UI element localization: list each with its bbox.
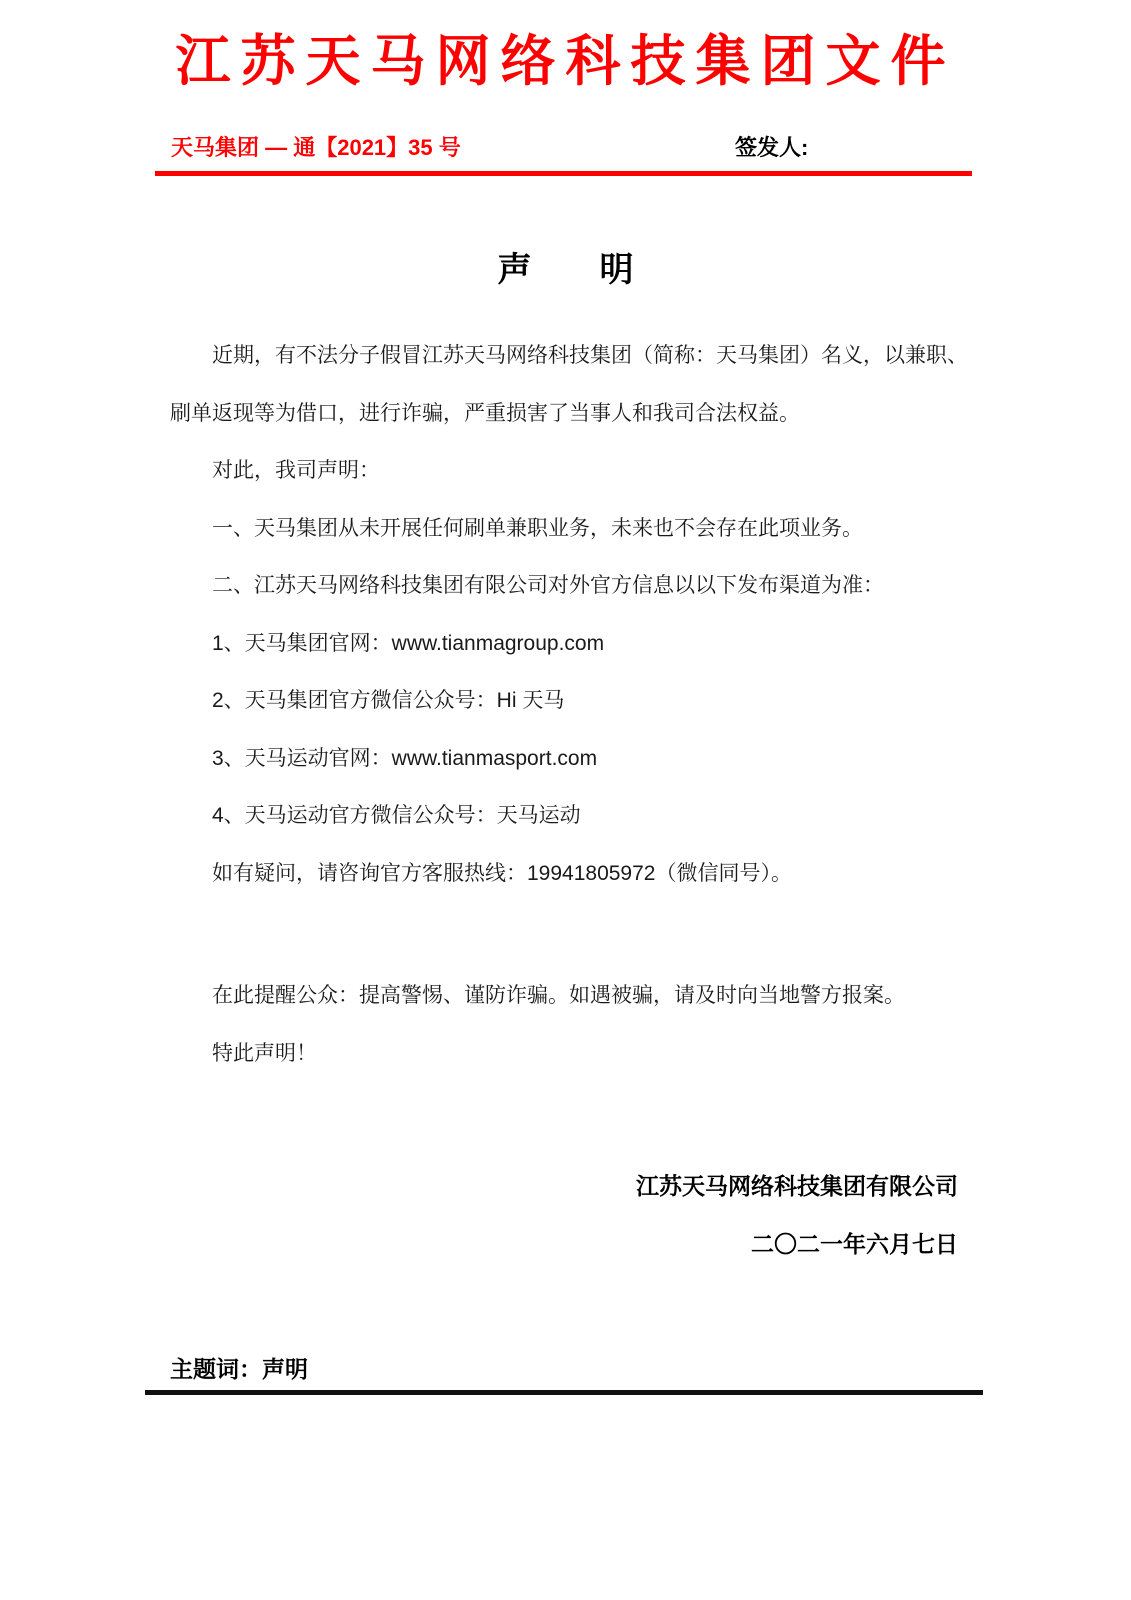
body-paragraph: 在此提醒公众：提高警惕、谨防诈骗。如遇被骗，请及时向当地警方报案。 xyxy=(212,984,905,1007)
signature-date: 二〇二一年六月七日 xyxy=(751,1231,958,1257)
body-paragraph: 1、天马集团官网：www.tianmagroup.com xyxy=(212,631,605,655)
signature-company: 江苏天马网络科技集团有限公司 xyxy=(636,1173,958,1199)
body-paragraph: 一、天马集团从未开展任何刷单兼职业务，未来也不会存在此项业务。 xyxy=(212,516,863,540)
body-paragraph: 特此声明！ xyxy=(212,1041,317,1065)
footer-rule xyxy=(145,1390,983,1395)
doc-ref-number: 天马集团 — 通【2021】35 号 xyxy=(171,135,461,160)
body-paragraph: 3、天马运动官网：www.tianmasport.com xyxy=(212,746,598,770)
body-paragraph: 二、江苏天马网络科技集团有限公司对外官方信息以以下发布渠道为准： xyxy=(212,574,884,597)
header-rule xyxy=(155,171,972,176)
document-title: 声 明 xyxy=(497,251,634,289)
org-title: 江苏天马网络科技集团文件 xyxy=(175,30,956,92)
document-body xyxy=(170,327,970,1082)
body-paragraph: 对此，我司声明： xyxy=(212,459,380,482)
body-paragraph: 2、天马集团官方微信公众号：Hi 天马 xyxy=(212,689,565,712)
body-paragraph: 如有疑问，请咨询官方客服热线：19941805972（微信同号）。 xyxy=(212,861,792,885)
body-paragraph: 4、天马运动官方微信公众号：天马运动 xyxy=(212,804,581,827)
issuer-label: 签发人: xyxy=(735,135,809,160)
subject-line: 主题词：声明 xyxy=(170,1356,308,1382)
signature-block xyxy=(636,1170,958,1260)
body-paragraph: 近期，有不法分子假冒江苏天马网络科技集团（简称：天马集团）名义，以兼职、刷单返现等为借口，进行诈骗，严重损害了当事人和我司合法权益。 xyxy=(170,344,968,425)
